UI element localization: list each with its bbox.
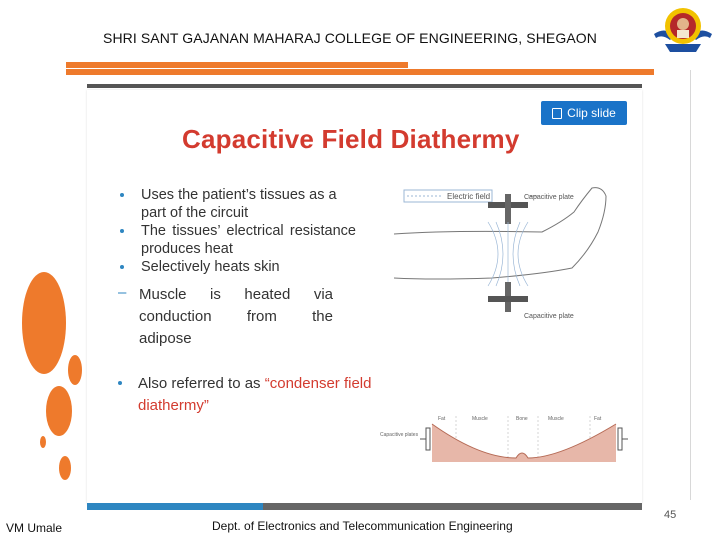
slide-top-border xyxy=(87,84,642,88)
accent-bar-top xyxy=(66,62,408,68)
bullet-quote: “condenser field xyxy=(264,375,372,392)
bullet-list xyxy=(118,186,358,276)
bullet-dot xyxy=(120,265,124,269)
tissue-label: Fat xyxy=(438,416,446,422)
bullet-item: The tissues’ electrical resistance produces heat xyxy=(141,223,356,257)
sub-bullet-line: Muscle is heated via xyxy=(139,286,333,303)
heat-diagram xyxy=(380,410,630,470)
footer-author: VM Umale xyxy=(6,521,63,535)
decor-circle xyxy=(59,456,71,480)
decor-circle xyxy=(40,436,46,448)
divider-line xyxy=(690,70,691,500)
accent-bar xyxy=(66,69,654,75)
clip-slide-button[interactable] xyxy=(541,101,627,125)
bullet-dot xyxy=(118,381,122,385)
plates-label: Capacitive plates xyxy=(380,432,419,438)
plate-top-label: Capacitive plate xyxy=(524,194,574,201)
page-number: 45 xyxy=(664,509,677,521)
footer-department: Dept. of Electronics and Telecommunication Engineering xyxy=(212,519,513,533)
slide-progress-strip xyxy=(87,503,263,510)
dash-marker: – xyxy=(118,284,127,301)
header-title: SHRI SANT GAJANAN MAHARAJ COLLEGE OF ENGINEERING, SHEGAON xyxy=(103,30,597,46)
tissue-label: Fat xyxy=(594,416,602,422)
bullet-item: Selectively heats skin xyxy=(141,259,280,275)
slide-title: Capacitive Field Diathermy xyxy=(182,124,520,154)
sub-bullet-line: adipose xyxy=(139,330,192,347)
plate-bottom-label: Capacitive plate xyxy=(524,313,574,320)
college-logo xyxy=(652,4,714,56)
bullet-item: Uses the patient’s tissues as a part of the circuit xyxy=(141,187,337,221)
bullet-text: Also referred to as xyxy=(138,375,265,392)
tissue-label: Bone xyxy=(516,416,528,422)
clip-slide-label: Clip slide xyxy=(567,106,616,120)
decor-circle-large xyxy=(22,272,66,374)
leg-diagram xyxy=(392,182,620,322)
tissue-label: Muscle xyxy=(548,416,564,422)
bullet-condenser xyxy=(118,373,418,417)
tissue-label: Muscle xyxy=(472,416,488,422)
sub-bullet xyxy=(118,284,333,350)
bullet-quote: diathermy” xyxy=(138,397,209,414)
sub-bullet-line: conduction from the xyxy=(139,308,333,325)
decor-circle xyxy=(68,355,82,385)
bullet-dot xyxy=(120,193,124,197)
field-label: Electric field xyxy=(447,192,491,201)
clipboard-icon xyxy=(552,108,562,119)
decor-circle xyxy=(46,386,72,436)
bullet-dot xyxy=(120,229,124,233)
